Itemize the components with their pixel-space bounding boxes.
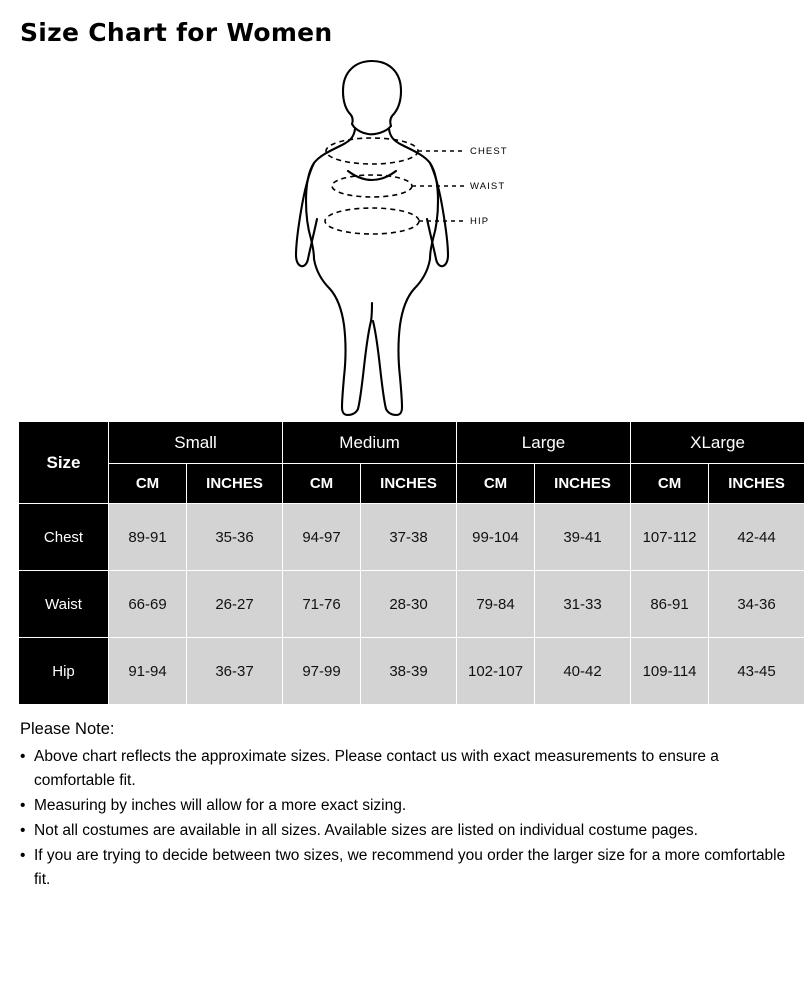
left-leg <box>314 259 371 415</box>
list-item: • Measuring by inches will allow for a more exact sizing. <box>20 794 790 818</box>
right-leg <box>373 259 430 415</box>
group-header-small: Small <box>109 422 283 464</box>
table-cell: 89-91 <box>109 504 187 571</box>
group-header-large: Large <box>457 422 631 464</box>
group-header-xlarge: XLarge <box>631 422 805 464</box>
row-label-chest: Chest <box>19 504 109 571</box>
notes-list <box>20 745 790 892</box>
table-cell: 35-36 <box>187 504 283 571</box>
waist-callout-label: WAIST <box>470 181 506 192</box>
corner-size-label: Size <box>19 422 109 504</box>
hip-measure-ellipse <box>325 208 419 234</box>
table-cell: 91-94 <box>109 638 187 705</box>
chest-measure-ellipse <box>326 138 418 164</box>
table-cell: 97-99 <box>283 638 361 705</box>
table-cell: 102-107 <box>457 638 535 705</box>
table-cell: 79-84 <box>457 571 535 638</box>
table-row <box>19 571 805 638</box>
table-cell: 71-76 <box>283 571 361 638</box>
center-line <box>371 303 372 321</box>
table-cell: 66-69 <box>109 571 187 638</box>
unit-header-cell: INCHES <box>361 464 457 504</box>
table-cell: 40-42 <box>535 638 631 705</box>
table-cell: 34-36 <box>709 571 805 638</box>
body-figure-container <box>18 53 790 421</box>
table-cell: 37-38 <box>361 504 457 571</box>
unit-header-cell: INCHES <box>709 464 805 504</box>
female-body-diagram <box>286 53 566 421</box>
list-item: • If you are trying to decide between two sizes, we recommend you order the larger size for a more comfortable fit. <box>20 844 790 892</box>
size-chart-page <box>0 18 808 983</box>
list-item: • Above chart reflects the approximate sizes. Please contact us with exact measurements to ensure a comfortable fit. <box>20 745 790 793</box>
row-label-waist: Waist <box>19 571 109 638</box>
notes-section <box>20 717 790 892</box>
notes-heading: Please Note: <box>20 720 115 738</box>
row-label-hip: Hip <box>19 638 109 705</box>
unit-header-cell: INCHES <box>187 464 283 504</box>
waist-measure-ellipse <box>332 175 412 197</box>
table-cell: 31-33 <box>535 571 631 638</box>
table-cell: 38-39 <box>361 638 457 705</box>
size-chart-table <box>18 421 805 705</box>
table-cell: 28-30 <box>361 571 457 638</box>
list-item: • Not all costumes are available in all sizes. Available sizes are listed on individual costume pages. <box>20 819 790 843</box>
table-cell: 43-45 <box>709 638 805 705</box>
table-unit-header-row <box>19 464 805 504</box>
table-row <box>19 638 805 705</box>
unit-header-cell: CM <box>631 464 709 504</box>
table-cell: 99-104 <box>457 504 535 571</box>
table-cell: 109-114 <box>631 638 709 705</box>
table-cell: 86-91 <box>631 571 709 638</box>
unit-header-cell: CM <box>109 464 187 504</box>
table-cell: 94-97 <box>283 504 361 571</box>
table-cell: 26-27 <box>187 571 283 638</box>
unit-header-cell: INCHES <box>535 464 631 504</box>
table-group-header-row <box>19 422 805 464</box>
table-row <box>19 504 805 571</box>
table-cell: 42-44 <box>709 504 805 571</box>
hip-callout-label: HIP <box>470 216 490 227</box>
unit-header-cell: CM <box>457 464 535 504</box>
page-title: Size Chart for Women <box>20 18 333 47</box>
chest-callout-label: CHEST <box>470 146 508 157</box>
table-cell: 39-41 <box>535 504 631 571</box>
table-cell: 36-37 <box>187 638 283 705</box>
unit-header-cell: CM <box>283 464 361 504</box>
head-shape <box>343 61 401 134</box>
table-cell: 107-112 <box>631 504 709 571</box>
group-header-medium: Medium <box>283 422 457 464</box>
